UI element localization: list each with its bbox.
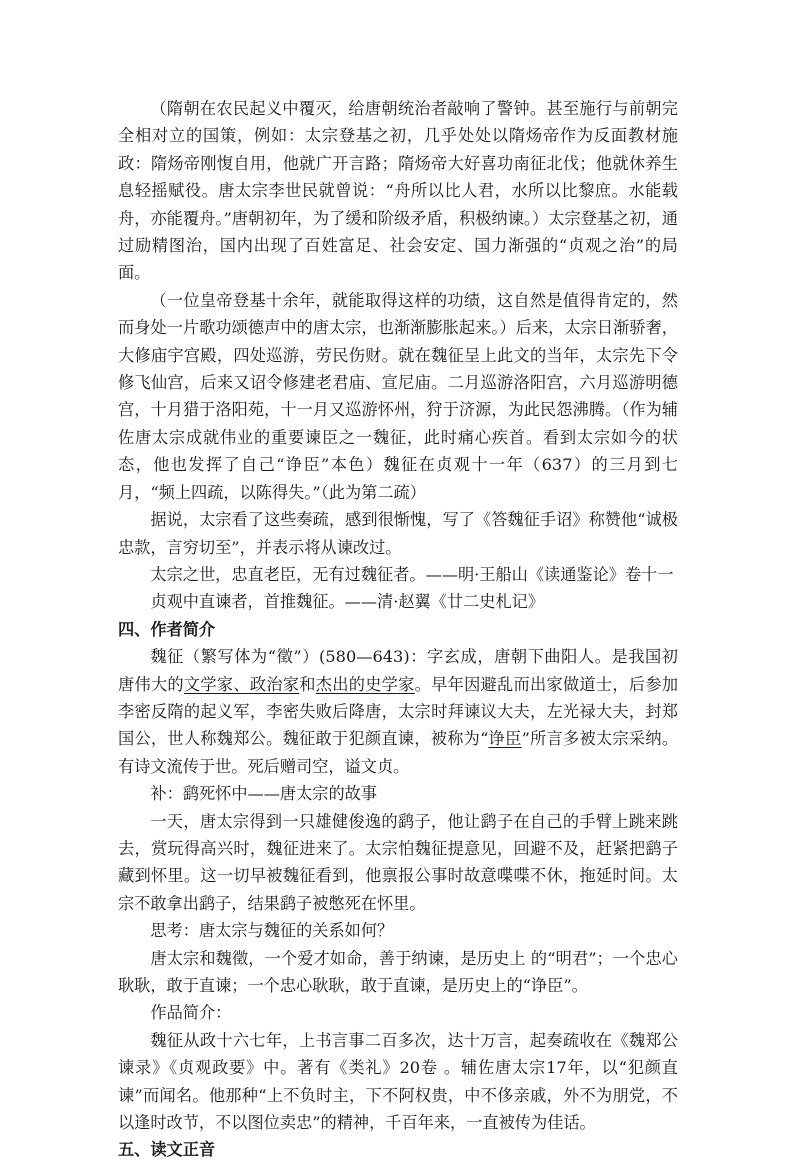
section-heading xyxy=(118,1136,678,1163)
paragraph xyxy=(118,561,678,588)
paragraph-text: （隋朝在农民起义中覆灭，给唐朝统治者敲响了警钟。甚至施行与前朝完全相对立的国策，例如：太宗登基之初，几乎处处以隋炀帝作为反面教材施政：隋炀帝刚愎自用，他就广开言路；隋炀帝大好喜功南征北伐；他就休养生息轻摇赋役。唐太宗李世民就曾说：“舟所以比人君，水所以比黎庶。水能载舟，亦能覆舟。”唐朝初年，为了缓和阶级矛盾，积极纳谏。）太宗登基之初，通过励精图治，国内出现了百姓富足、社会安定、国力渐强的“贞观之治”的局面。 xyxy=(118,99,678,283)
paragraph xyxy=(118,95,678,287)
paragraph-text: 和 xyxy=(299,674,316,694)
paragraph xyxy=(118,643,678,780)
paragraph xyxy=(118,287,678,506)
paragraph-text: 作品简介： xyxy=(150,1003,232,1023)
underlined-text: 诤臣 xyxy=(488,729,522,749)
paragraph-text: 贞观中直谏者，首推魏征。——清·赵翼《廿二史札记》 xyxy=(150,592,545,612)
paragraph xyxy=(118,945,678,1000)
paragraph xyxy=(118,588,678,615)
document-body xyxy=(118,95,678,1164)
paragraph-text: 太宗之世，忠直老臣，无有过魏征者。——明·王船山《读通鉴论》卷十一 xyxy=(150,564,674,584)
paragraph-text: 思考：唐太宗与魏征的关系如何？ xyxy=(150,921,394,941)
paragraph-text: 一天，唐太宗得到一只雄健俊逸的鹞子，他让鹞子在自己的手臂上跳来跳去，赏玩得高兴时，魏征进来了。太宗怕魏征提意见，回避不及，赶紧把鹞子藏到怀里。这一切早被魏征看到，他禀报公事时故意喋喋不休，拖延时间。太宗不敢拿出鹞子，结果鹞子被憋死在怀里。 xyxy=(118,811,678,913)
paragraph-text: （一位皇帝登基十余年，就能取得这样的功绩，这自然是值得肯定的，然而身处一片歌功颂德声中的唐太宗，也渐渐膨胀起来。）后来，太宗日渐骄奢，大修庙宇宫殿，四处巡游，劳民伤财。就在魏征呈上此文的当年，太宗先下令修飞仙宫，后来又诏令修建老君庙、宣尼庙。二月巡游洛阳宫，六月巡游明德宫，十月猎于洛阳苑，十一月又巡游怀州，狩于济源，为此民怨沸腾。（作为辅佐唐太宗成就伟业的重要谏臣之一魏征，此时痛心疾首。看到太宗如今的状态，他也发挥了自己“诤臣”本色）魏征在贞观十一年（637）的三月到七月，“频上四疏，以陈得失。”（此为第二疏） xyxy=(118,290,678,502)
section-heading xyxy=(118,616,678,643)
paragraph-text: 四、作者简介 xyxy=(118,619,216,639)
paragraph-text: 魏征从政十六七年，上书言事二百多次，达十万言，起奏疏收在《魏郑公谏录》《贞观政要》中。著有《类礼》20卷 。辅佐唐太宗17年，以“犯颜直谏”而闻名。他那种“上不负时主，下不阿权贵，中不侈亲戚，外不为朋党，不以逢时改节，不以图位卖忠”的精神，千百年来，一直被传为佳话。 xyxy=(118,1030,678,1133)
underlined-text: 文学家、政治家 xyxy=(183,674,300,694)
paragraph-text: 五、读文正音 xyxy=(118,1140,216,1160)
paragraph-text: 补：鹞死怀中——唐太宗的故事 xyxy=(150,784,378,804)
paragraph xyxy=(118,780,678,807)
paragraph-text: 唐太宗和魏徵，一个爱才如命，善于纳谏，是历史上 的“明君”；一个忠心耿耿，敢于直谏；一个忠心耿耿，敢于直谏，是历史上的“诤臣”。 xyxy=(118,948,678,995)
paragraph-text: 魏征（繁写体为“徵”）(580—643)：字玄成，唐朝下曲阳人。是我国初唐伟大的 xyxy=(118,647,678,694)
paragraph xyxy=(118,917,678,944)
paragraph-text: ”所言多被太宗采纳。有诗文流传于世。死后赠司空，谥文贞。 xyxy=(118,729,679,776)
paragraph xyxy=(118,506,678,561)
paragraph-text: 据说，太宗看了这些奏疏，感到很惭愧，写了《答魏征手诏》称赞他“诚极忠款，言穷切至”，并表示将从谏改过。 xyxy=(118,510,678,557)
paragraph xyxy=(118,808,678,918)
paragraph xyxy=(118,1027,678,1137)
underlined-text: 杰出的史学家 xyxy=(315,674,415,694)
paragraph xyxy=(118,999,678,1026)
paragraph-text: 。早年因避乱而出家做道士，后参加李密反隋的起义军，李密失败后降唐，太宗时拜谏议大夫，左光禄大夫，封郑国公，世人称魏郑公。魏征敢于犯颜直谏，被称为“ xyxy=(118,674,679,749)
